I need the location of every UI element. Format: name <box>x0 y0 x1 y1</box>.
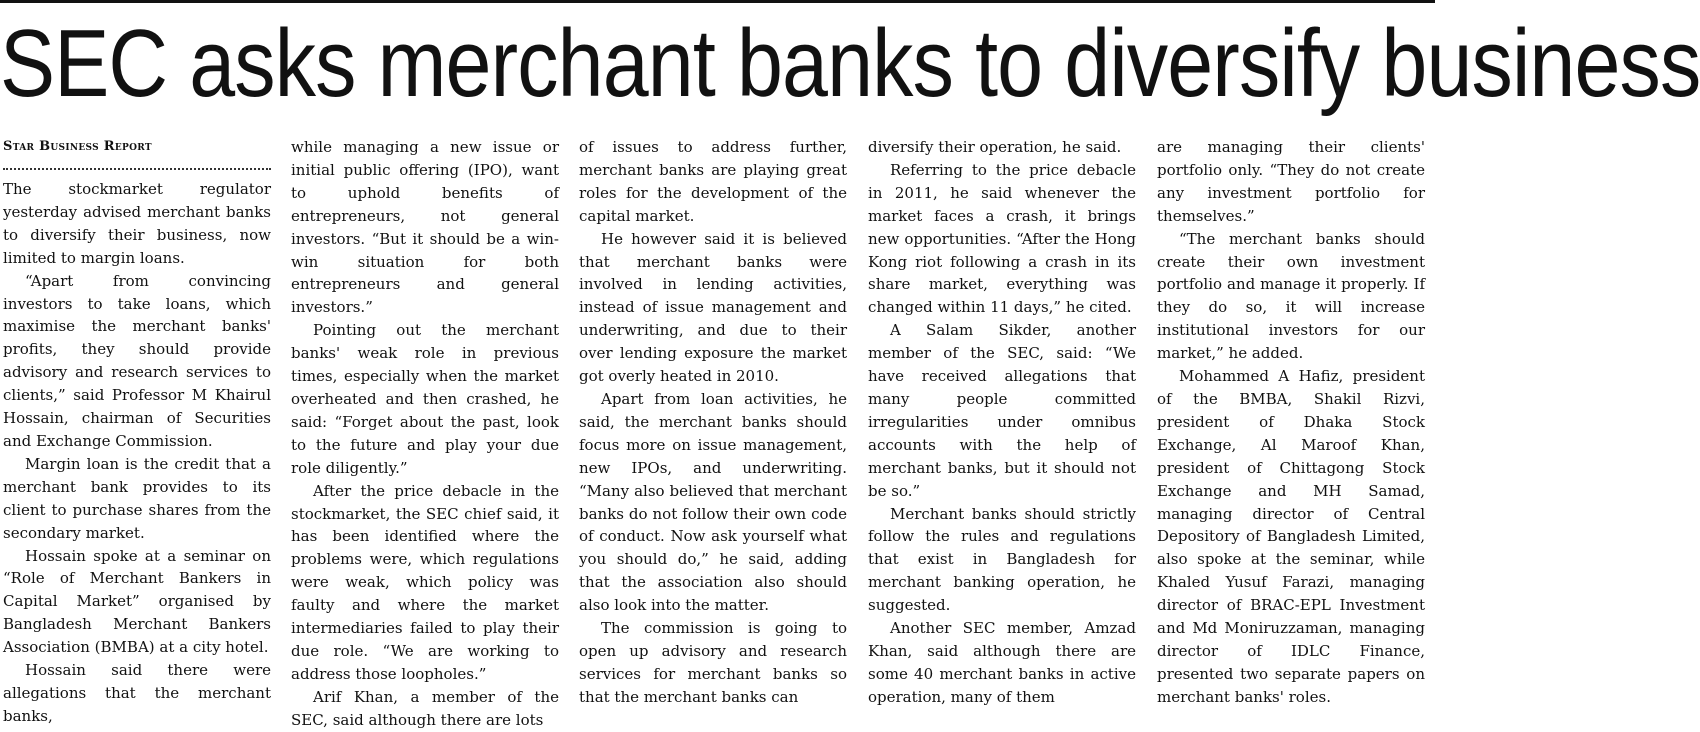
paragraph: while managing a new issue or initial public offering (IPO), want to uphold benefits of entrepreneurs, not general investors. “But it should be a win-win situation for both entrepreneurs and general investors.” <box>291 138 559 317</box>
article-column-1 <box>3 136 271 725</box>
paragraph: diversify their operation, he said. <box>868 138 1122 156</box>
paragraph: Apart from loan activities, he said, the merchant banks should focus more on issue management, new IPOs, and underwriting. “Many also believed that merchant banks do not follow their own code of conduct. Now ask yourself what you should do,” he said, adding that the association also should also look into the matter. <box>579 389 847 615</box>
paragraph: Arif Khan, a member of the SEC, said although there are lots <box>291 687 559 729</box>
article-column-3 <box>579 136 847 716</box>
article-column-2 <box>291 136 559 729</box>
paragraph: Referring to the price debacle in 2011, he said whenever the market faces a crash, it brings new opportunities. “After the Hong Kong riot following a crash in its share market, everything was changed within 11 days,” he cited. <box>868 160 1136 317</box>
top-rule <box>0 0 1435 3</box>
paragraph: The stockmarket regulator yesterday advised merchant banks to diversify their business, now limited to margin loans. <box>3 180 271 267</box>
paragraph: are managing their clients' portfolio only. “They do not create any investment portfolio for themselves.” <box>1157 138 1425 225</box>
article-column-4 <box>868 136 1136 716</box>
paragraph: Margin loan is the credit that a merchant bank provides to its client to purchase shares from the secondary market. <box>3 454 271 542</box>
paragraph: of issues to address further, merchant banks are playing great roles for the development of the capital market. <box>579 138 847 225</box>
paragraph: He however said it is believed that merchant banks were involved in lending activities, instead of issue management and underwriting, and due to their over lending exposure the market got overly heated in 2010. <box>579 229 847 386</box>
paragraph: Merchant banks should strictly follow the rules and regulations that exist in Bangladesh for merchant banking operation, he suggested. <box>868 504 1136 615</box>
paragraph: Another SEC member, Amzad Khan, said although there are some 40 merchant banks in active operation, many of them <box>868 619 1136 706</box>
paragraph: “Apart from convincing investors to take loans, which maximise the merchant banks' profits, they should provide advisory and research services to clients,” said Professor M Khairul Hossain, chairman of Securities and Exchange Commission. <box>3 271 271 450</box>
paragraph: Mohammed A Hafiz, president of the BMBA, Shakil Rizvi, president of Dhaka Stock Exchange, Al Maroof Khan, president of Chittagong Stock Exchange and MH Samad, managing director of Central Depository of Bangladesh Limited, also spoke at the seminar, while Khaled Yusuf Farazi, managing director of BRAC-EPL Investment and Md Moniruzzaman, managing director of IDLC Finance, presented two separate papers on merchant banks' roles. <box>1157 367 1425 706</box>
paragraph: The commission is going to open up advisory and research services for merchant banks so that the merchant banks can <box>579 619 847 706</box>
byline: Star Business Report <box>3 139 152 154</box>
paragraph: Hossain said there were allegations that the merchant banks, <box>3 661 271 725</box>
article-column-5 <box>1157 136 1425 716</box>
paragraph: Pointing out the merchant banks' weak role in previous times, especially when the market overheated and then crashed, he said: “Forget about the past, look to the future and play your due role diligently.” <box>291 321 559 477</box>
paragraph: A Salam Sikder, another member of the SEC, said: “We have received allegations that many people committed irregularities under omnibus accounts with the help of merchant banks, but it should not be so.” <box>868 321 1136 500</box>
byline-divider <box>3 158 271 170</box>
paragraph: After the price debacle in the stockmarket, the SEC chief said, it has been identified where the problems were, which regulations were weak, which policy was faulty and where the market intermediaries failed to play their due role. “We are working to address those loopholes.” <box>291 481 559 683</box>
paragraph: Hossain spoke at a seminar on “Role of Merchant Bankers in Capital Market” organised by Bangladesh Merchant Bankers Association (BMBA) at a city hotel. <box>3 546 271 657</box>
headline: SEC asks merchant banks to diversify business <box>0 10 1700 117</box>
paragraph: “The merchant banks should create their own investment portfolio and manage it properly. If they do so, it will increase institutional investors for our market,” he added. <box>1157 229 1425 363</box>
